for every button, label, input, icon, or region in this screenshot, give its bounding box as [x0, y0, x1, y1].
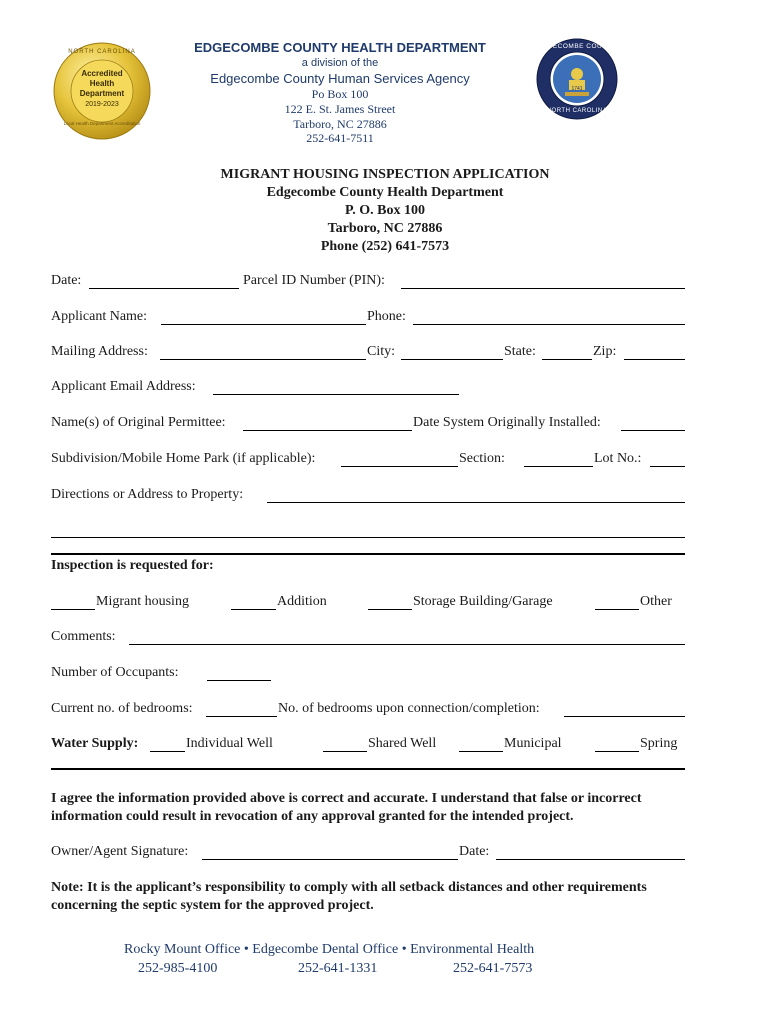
current-bedrooms-label: Current no. of bedrooms: [51, 701, 193, 716]
city-label: City: [367, 344, 396, 359]
accreditation-seal [52, 41, 152, 141]
spring-check[interactable] [595, 751, 639, 752]
applicant-name-field[interactable] [161, 324, 366, 325]
other-check[interactable] [595, 609, 639, 610]
water-supply-label: Water Supply: [51, 736, 139, 751]
zip-field[interactable] [624, 359, 685, 360]
county-seal-ring-top: EDGECOMBE COUNTY [537, 43, 617, 50]
form-phone: Phone (252) 641-7573 [320, 239, 450, 254]
parcel-id-field[interactable] [401, 288, 685, 289]
row-inspection-options [51, 594, 685, 614]
agreement-line-2: information could result in revocation of any approval granted for the intended project. [51, 809, 574, 824]
state-label: State: [504, 344, 536, 359]
county-seal [536, 38, 618, 120]
row-inspection-heading [51, 558, 685, 578]
row-applicant-phone [51, 309, 685, 329]
form-po-box: P. O. Box 100 [345, 203, 425, 218]
subdivision-field[interactable] [341, 466, 458, 467]
bedrooms-completion-label: No. of bedrooms upon connection/completion: [278, 701, 540, 716]
option-migrant-housing: Migrant housing [96, 594, 189, 609]
mailing-address-label: Mailing Address: [51, 344, 148, 359]
option-addition: Addition [277, 594, 327, 609]
date-installed-label: Date System Originally Installed: [413, 415, 601, 430]
seal-ring-top: NORTH CAROLINA [68, 49, 136, 55]
footer-offices: Rocky Mount Office • Edgecombe Dental Office • Environmental Health [124, 942, 535, 957]
state-field[interactable] [542, 359, 592, 360]
signature-label: Owner/Agent Signature: [51, 844, 189, 859]
zip-label: Zip: [593, 344, 617, 359]
inspection-heading: Inspection is requested for: [51, 558, 214, 573]
row-directions [51, 487, 685, 507]
city-field[interactable] [401, 359, 503, 360]
lot-no-label: Lot No.: [594, 451, 642, 466]
directions-field[interactable] [267, 502, 685, 503]
county-seal-year: 1741 [571, 86, 583, 92]
option-other: Other [640, 594, 672, 609]
seal-ring-bottom: Local Health Department Accreditation [63, 121, 141, 126]
letterhead-agency: Edgecombe County Human Services Agency [210, 71, 470, 86]
seal-line-3: Department [79, 89, 125, 98]
addition-check[interactable] [231, 609, 276, 610]
option-storage-building: Storage Building/Garage [413, 594, 553, 609]
row-signature [51, 844, 685, 864]
comments-label: Comments: [51, 629, 116, 644]
current-bedrooms-field[interactable] [206, 716, 277, 717]
storage-building-check[interactable] [368, 609, 412, 610]
section-divider-1 [51, 553, 685, 555]
date-installed-field[interactable] [621, 430, 685, 431]
individual-well-check[interactable] [150, 751, 185, 752]
water-municipal: Municipal [504, 736, 562, 751]
shared-well-check[interactable] [323, 751, 367, 752]
form-title: MIGRANT HOUSING INSPECTION APPLICATION [220, 167, 550, 182]
note-line-1: Note: It is the applicant’s responsibility to comply with all setback distances and other requirements [51, 880, 647, 895]
lot-no-field[interactable] [650, 466, 685, 467]
letterhead-phone: 252-641-7511 [306, 131, 374, 145]
applicant-name-label: Applicant Name: [51, 309, 148, 324]
row-subdivision [51, 451, 685, 471]
seal-line-2: Health [89, 79, 115, 88]
water-shared-well: Shared Well [368, 736, 437, 751]
parcel-id-label: Parcel ID Number (PIN): [243, 273, 385, 288]
row-mailing-address [51, 344, 685, 364]
date-field[interactable] [89, 288, 239, 289]
occupants-label: Number of Occupants: [51, 665, 179, 680]
phone-field[interactable] [413, 324, 685, 325]
seal-years: 2019-2023 [85, 101, 119, 108]
original-permittee-field[interactable] [243, 430, 412, 431]
original-permittee-label: Name(s) of Original Permittee: [51, 415, 226, 430]
letterhead-street: 122 E. St. James Street [284, 102, 396, 116]
water-individual-well: Individual Well [186, 736, 273, 751]
row-directions-continued [51, 522, 685, 542]
row-permittee [51, 415, 685, 435]
signature-date-label: Date: [459, 844, 490, 859]
agreement-line-1: I agree the information provided above is correct and accurate. I understand that false or incorrect [51, 791, 642, 806]
phone-label: Phone: [367, 309, 406, 324]
email-field[interactable] [213, 394, 459, 395]
section-divider-2 [51, 768, 685, 770]
email-label: Applicant Email Address: [51, 379, 196, 394]
occupants-field[interactable] [207, 680, 271, 681]
seal-line-1: Accredited [81, 69, 123, 78]
water-spring: Spring [640, 736, 678, 751]
section-label: Section: [459, 451, 505, 466]
note-line-2: concerning the septic system for the approved project. [51, 898, 374, 913]
footer-phone-rocky-mount: 252-985-4100 [138, 961, 218, 976]
migrant-housing-check[interactable] [51, 609, 95, 610]
comments-field[interactable] [129, 644, 685, 645]
letterhead-city: Tarboro, NC 27886 [293, 117, 387, 131]
mailing-address-field[interactable] [160, 359, 366, 360]
date-label: Date: [51, 273, 82, 288]
row-date-parcel [51, 273, 685, 293]
form-org: Edgecombe County Health Department [266, 185, 504, 200]
subdivision-label: Subdivision/Mobile Home Park (if applicable): [51, 451, 316, 466]
signature-date-field[interactable] [496, 859, 685, 860]
directions-label: Directions or Address to Property: [51, 487, 244, 502]
row-comments [51, 629, 685, 649]
form-city: Tarboro, NC 27886 [327, 221, 443, 236]
county-seal-ring-bottom: NORTH CAROLINA [546, 108, 608, 114]
municipal-check[interactable] [459, 751, 503, 752]
footer-phone-environmental: 252-641-7573 [453, 961, 533, 976]
letterhead-department: EDGECOMBE COUNTY HEALTH DEPARTMENT [194, 40, 486, 55]
row-water-supply [51, 736, 685, 756]
row-bedrooms [51, 701, 685, 721]
row-email [51, 379, 685, 399]
row-occupants [51, 665, 685, 685]
bedrooms-completion-field[interactable] [564, 716, 685, 717]
letterhead-po-box: Po Box 100 [311, 87, 369, 101]
letterhead-division: a division of the [301, 57, 379, 69]
directions-field-line-2[interactable] [51, 537, 685, 538]
section-field[interactable] [524, 466, 593, 467]
footer-phone-dental: 252-641-1331 [298, 961, 378, 976]
signature-field[interactable] [202, 859, 458, 860]
